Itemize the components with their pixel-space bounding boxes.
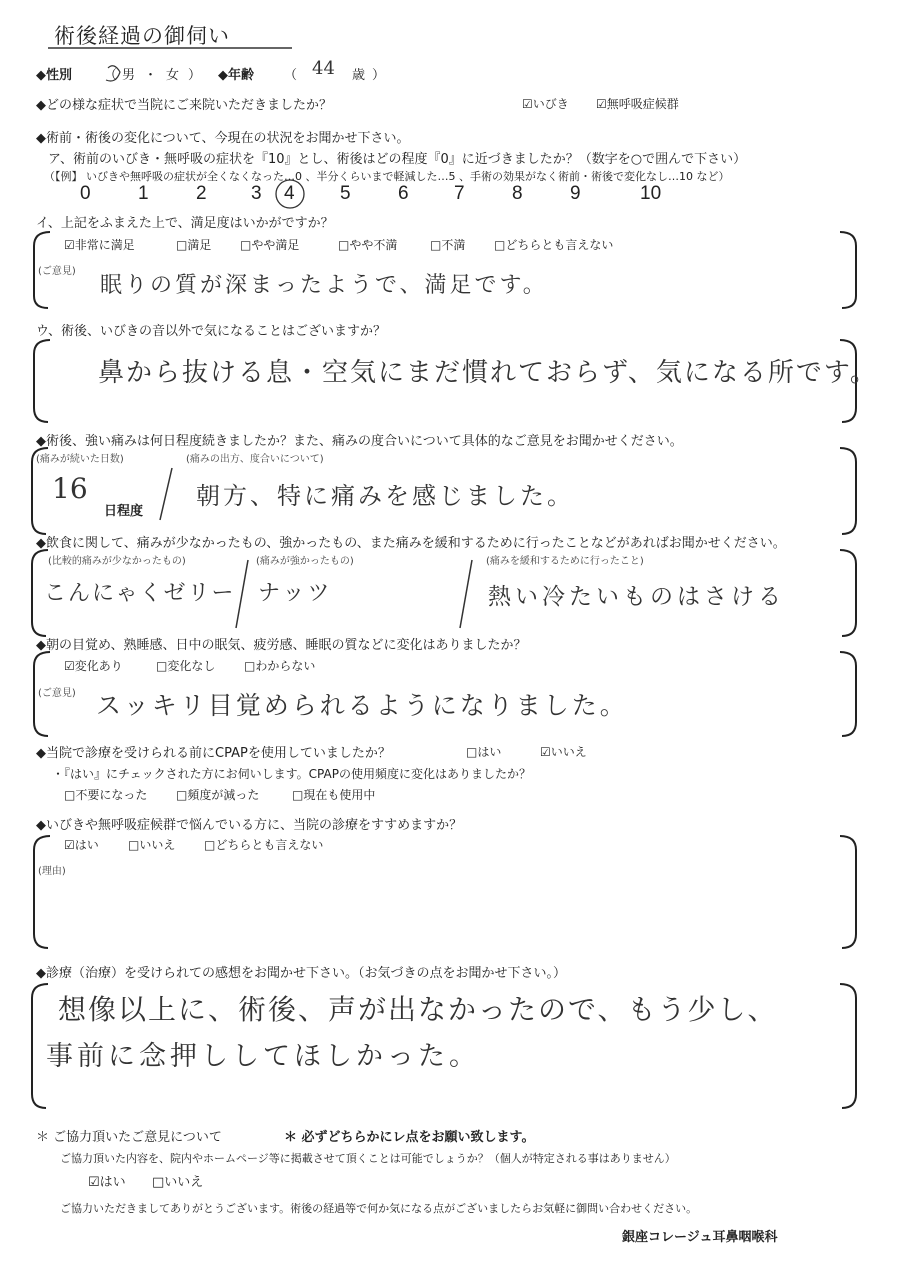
morning-opinion-label: (ご意見) bbox=[38, 688, 76, 699]
satisfaction-opinion-answer[interactable]: 眠りの質が深まったようで、満足です。 bbox=[100, 273, 548, 298]
footer-thanks: ご協力いただきましてありがとうございます。術後の経過等で何か気になる点がございましたらお気軽に御問い合わせください。 bbox=[60, 1202, 698, 1215]
recommend-neither-checkbox[interactable]: □どちらとも言えない bbox=[204, 838, 324, 852]
footer-publish-yes-checkbox[interactable]: ☑はい bbox=[88, 1175, 126, 1190]
other-concern-answer[interactable]: 鼻から抜ける息・空気にまだ慣れておらず、気になる所です。 bbox=[98, 358, 878, 388]
pain-question: ◆術後、強い痛みは何日程度続きましたか？また、痛みの度合いについて具体的なご意見をお聞かせください。 bbox=[36, 434, 683, 449]
footer-note-required: ＊ 必ずどちらかにレ点をお願い致します。 bbox=[284, 1130, 535, 1145]
sex-close: ） bbox=[188, 68, 202, 83]
food-question: ◆飲食に関して、痛みが少なかったもの、強かったもの、また痛みを緩和するために行ったことなどがあればお聞かせください。 bbox=[36, 536, 786, 551]
satisfaction-neither[interactable]: □どちらとも言えない bbox=[494, 238, 614, 252]
pain-days-value[interactable]: 16 bbox=[52, 472, 88, 505]
pain-days-unit: 日程度 bbox=[104, 504, 144, 519]
age-label: ◆年齢 bbox=[218, 68, 254, 83]
impression-answer-line2[interactable]: 事前に念押ししてほしかった。 bbox=[46, 1041, 480, 1072]
impression-question: ◆診療（治療）を受けられての感想をお聞かせ下さい。（お気づきの点をお聞かせ下さい。） bbox=[36, 966, 566, 981]
cpap-subquestion: ・『はい』にチェックされた方にお伺いします。CPAPの使用頻度に変化はありましたか？ bbox=[52, 767, 531, 781]
symptom-question: ◆どの様な症状で当院にご来院いただきましたか？ bbox=[36, 98, 332, 113]
recommend-yes-checkbox[interactable]: ☑はい bbox=[64, 838, 99, 852]
satisfaction-somewhat-satisfied[interactable]: □やや満足 bbox=[240, 238, 300, 252]
pain-detail-answer[interactable]: 朝方、特に痛みを感じました。 bbox=[196, 482, 574, 510]
scale-option[interactable]: 8 bbox=[512, 183, 523, 204]
satisfaction-unsatisfied[interactable]: □不満 bbox=[430, 238, 466, 252]
morning-question: ◆朝の目覚め、熟睡感、日中の眠気、疲労感、睡眠の質などに変化はありましたか？ bbox=[36, 638, 527, 653]
pain-detail-label: (痛みの出方、度合いについて) bbox=[186, 454, 324, 465]
cpap-yes-checkbox[interactable]: □はい bbox=[466, 745, 502, 759]
food-less-pain-label: (比較的痛みが少なかったもの) bbox=[48, 556, 186, 567]
change-subquestion-a: ア、術前のいびき・無呼吸の症状を『10』とし、術後はどの程度『0』に近づきましたか？（数字を○で囲んで下さい） bbox=[48, 152, 747, 167]
morning-unchanged-checkbox[interactable]: □変化なし bbox=[156, 659, 216, 673]
satisfaction-somewhat-unsatisfied[interactable]: □やや不満 bbox=[338, 238, 398, 252]
food-relief-label: (痛みを緩和するために行ったこと) bbox=[486, 556, 644, 567]
scale-option[interactable]: 4 bbox=[284, 183, 295, 204]
cpap-question: ◆当院で診療を受けられる前にCPAPを使用していましたか？ bbox=[36, 746, 391, 761]
food-strong-pain-label: (痛みが強かったもの) bbox=[256, 556, 354, 567]
satisfaction-satisfied[interactable]: □満足 bbox=[176, 238, 212, 252]
impression-answer-line1[interactable]: 想像以上に、術後、声が出なかったので、もう少し、 bbox=[58, 993, 778, 1026]
sex-female[interactable]: 女 bbox=[166, 68, 180, 83]
recommend-no-checkbox[interactable]: □いいえ bbox=[128, 838, 176, 852]
other-concern-question: ウ、術後、いびきの音以外で気になることはございますか？ bbox=[36, 324, 386, 339]
morning-changed-checkbox[interactable]: ☑変化あり bbox=[64, 659, 123, 673]
page-title: 術後経過の御伺い bbox=[54, 24, 230, 48]
scale-option[interactable]: 9 bbox=[570, 183, 581, 204]
symptom-apnea-checkbox[interactable]: ☑無呼吸症候群 bbox=[596, 97, 679, 111]
footer-note-opinions: ＊ ご協力頂いたご意見について bbox=[36, 1130, 222, 1145]
satisfaction-opinion-label: (ご意見) bbox=[38, 266, 76, 277]
scale-option[interactable]: 0 bbox=[80, 183, 91, 204]
satisfaction-question: イ、上記をふまえた上で、満足度はいかがですか？ bbox=[36, 216, 334, 231]
morning-opinion-answer[interactable]: スッキリ目覚められるようになりました。 bbox=[96, 691, 628, 720]
age-unit: 歳 bbox=[352, 68, 366, 83]
morning-unknown-checkbox[interactable]: □わからない bbox=[244, 659, 316, 673]
scale-option[interactable]: 6 bbox=[398, 183, 409, 204]
sex-open: （ bbox=[104, 68, 118, 83]
pain-days-label: (痛みが続いた日数) bbox=[36, 454, 124, 465]
food-strong-pain-answer[interactable]: ナッツ bbox=[258, 581, 333, 606]
clinic-name: 銀座コレージュ耳鼻咽喉科 bbox=[622, 1230, 778, 1245]
footer-publish-question: ご協力頂いた内容を、院内やホームページ等に掲載させて頂くことは可能でしょうか？（個人が特定される事はありません） bbox=[60, 1152, 676, 1165]
sex-male[interactable]: 男 bbox=[122, 68, 136, 83]
food-relief-answer[interactable]: 熱い冷たいものはさける bbox=[488, 584, 785, 610]
change-question: ◆術前・術後の変化について、今現在の状況をお聞かせ下さい。 bbox=[36, 131, 410, 146]
age-close: ） bbox=[372, 68, 386, 83]
sex-label: ◆性別 bbox=[36, 68, 72, 83]
cpap-no-checkbox[interactable]: ☑いいえ bbox=[540, 745, 587, 759]
satisfaction-very-satisfied[interactable]: ☑非常に満足 bbox=[64, 238, 135, 252]
cpap-not-needed-checkbox[interactable]: □不要になった bbox=[64, 788, 148, 802]
change-example: （【例】 いびきや無呼吸の症状が全くなくなった…0 、半分くらいまで軽減した…5 、手術の効果がなく術前・術後で変化なし…10 など） bbox=[44, 170, 730, 183]
scale-option[interactable]: 7 bbox=[454, 183, 465, 204]
scale-option[interactable]: 1 bbox=[138, 183, 149, 204]
age-value[interactable]: 44 bbox=[312, 58, 335, 79]
cpap-reduced-checkbox[interactable]: □頻度が減った bbox=[176, 788, 260, 802]
symptom-snoring-checkbox[interactable]: ☑いびき bbox=[522, 97, 569, 111]
footer-publish-no-checkbox[interactable]: □いいえ bbox=[152, 1175, 204, 1190]
scale-option[interactable]: 2 bbox=[196, 183, 207, 204]
scale-option[interactable]: 10 bbox=[640, 183, 662, 204]
food-less-pain-answer[interactable]: こんにゃくゼリー bbox=[44, 581, 236, 606]
recommend-reason-label: (理由) bbox=[38, 866, 66, 877]
age-open: （ bbox=[284, 68, 298, 83]
scale-option[interactable]: 3 bbox=[251, 183, 262, 204]
cpap-still-using-checkbox[interactable]: □現在も使用中 bbox=[292, 788, 376, 802]
sex-dot: ・ bbox=[144, 68, 158, 83]
scale-option[interactable]: 5 bbox=[340, 183, 351, 204]
recommend-question: ◆いびきや無呼吸症候群で悩んでいる方に、当院の診療をすすめますか？ bbox=[36, 818, 463, 833]
